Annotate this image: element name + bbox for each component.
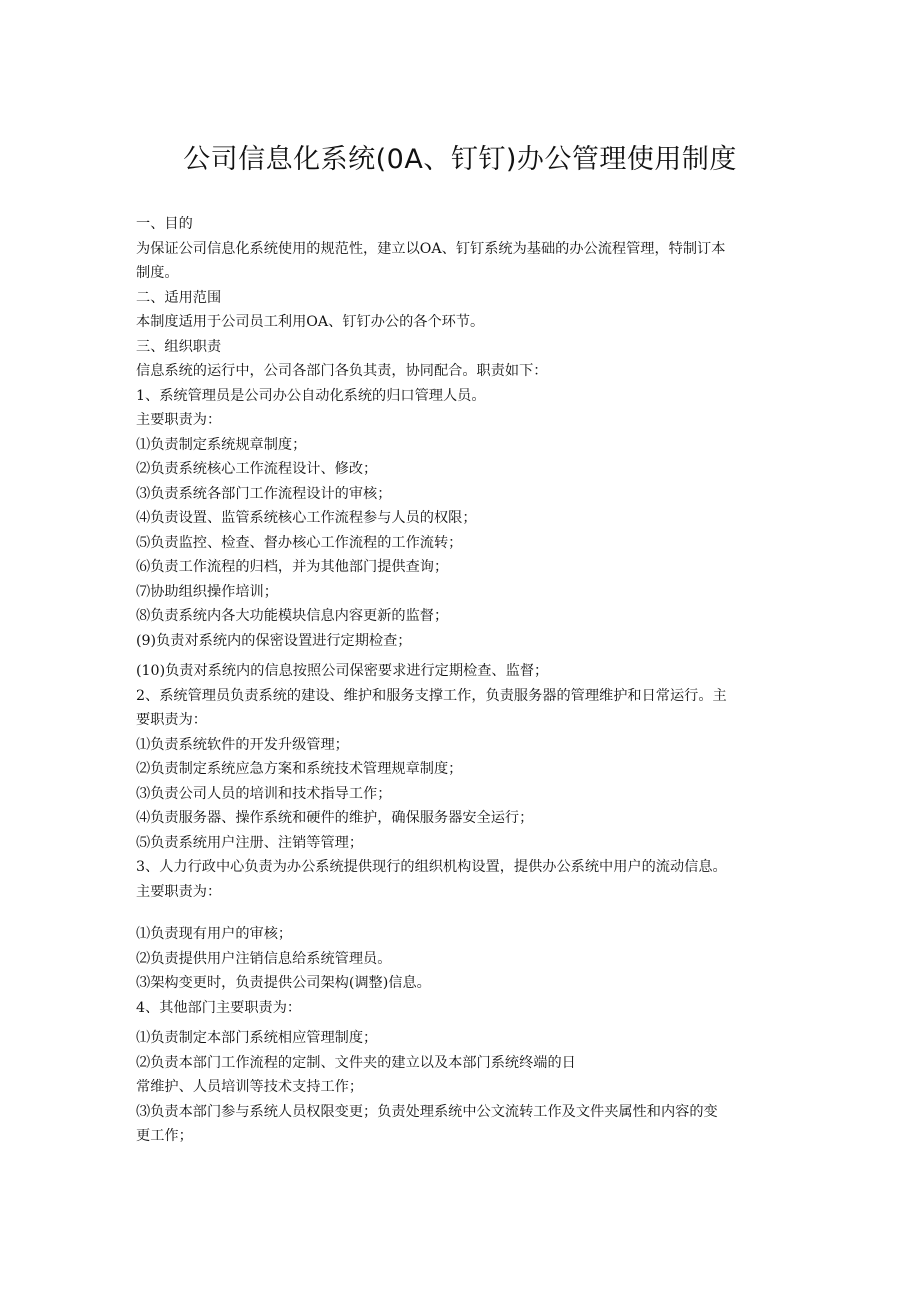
section-item: 2、系统管理员负责系统的建设、维护和服务支撑工作，负责服务器的管理维护和日常运行。主 (136, 687, 727, 704)
list-item: ⑷负责服务器、操作系统和硬件的维护，确保服务器安全运行； (136, 810, 534, 826)
paragraph-line: 要职责为： (136, 712, 207, 728)
paragraph-line: 主要职责为： (136, 412, 222, 428)
heading-scope: 二、适用范围 (136, 289, 222, 306)
list-item: ⑶负责本部门参与系统人员权限变更；负责处理系统中公文流转工作及文件夹属性和内容的变 (136, 1103, 718, 1120)
list-item: ⑺协助组织操作培训； (136, 583, 278, 600)
paragraph-line: 常维护、人员培训等技术支持工作； (136, 1079, 364, 1095)
list-item: ⑶负责公司人员的培训和技术指导工作； (136, 785, 392, 802)
list-item: ⑹负责工作流程的归档，并为其他部门提供查询； (136, 559, 449, 575)
paragraph-line: 主要职责为： (136, 883, 222, 900)
list-item: ⑵负责系统核心工作流程设计、修改； (136, 461, 378, 477)
paragraph-line: 本制度适用于公司员工利用OA、钉钉办公的各个环节。 (136, 314, 485, 330)
section-item: 1、系统管理员是公司办公自动化系统的归口管理人员。 (136, 387, 486, 404)
list-item: ⑵负责本部门工作流程的定制、文件夹的建立以及本部门系统终端的日 (136, 1054, 576, 1071)
section-item: 3、人力行政中心负责为办公系统提供现行的组织机构设置，提供办公系统中用户的流动信息。 (136, 859, 727, 875)
list-item: ⑵负责提供用户注销信息给系统管理员。 (136, 950, 392, 967)
paragraph-line: 为保证公司信息化系统使用的规范性，建立以OA、钉钉系统为基础的办公流程管理，特制订本 (136, 240, 726, 257)
list-item: ⑴负责制定系统规章制度； (136, 436, 307, 453)
list-item: ⑶负责系统各部门工作流程设计的审核； (136, 485, 392, 502)
list-item: ⑶架构变更时，负责提供公司架构(调整)信息。 (136, 975, 431, 991)
list-item: (10)负责对系统内的信息按照公司保密要求进行定期检查、监督； (136, 663, 549, 679)
paragraph-line: 信息系统的运行中，公司各部门各负其责，协同配合。职责如下： (136, 363, 548, 379)
list-item: ⑻负责系统内各大功能模块信息内容更新的监督； (136, 608, 449, 624)
list-item: ⑴负责现有用户的审核； (136, 926, 293, 942)
list-item: (9)负责对系统内的保密设置进行定期检查； (136, 632, 412, 649)
list-item: ⑷负责设置、监管系统核心工作流程参与人员的权限； (136, 510, 477, 526)
paragraph-line: 制度。 (136, 265, 179, 281)
section-item: 4、其他部门主要职责为： (136, 999, 302, 1016)
list-item: ⑴负责系统软件的开发升级管理； (136, 736, 349, 753)
list-item: ⑵负责制定系统应急方案和系统技术管理规章制度； (136, 761, 463, 777)
document-body (136, 212, 786, 1149)
paragraph-line: 更工作； (136, 1128, 193, 1144)
heading-responsibilities: 三、组织职责 (136, 338, 222, 355)
list-item: ⑴负责制定本部门系统相应管理制度； (136, 1030, 378, 1046)
list-item: ⑸负责监控、检查、督办核心工作流程的工作流转； (136, 534, 463, 551)
list-item: ⑸负责系统用户注册、注销等管理； (136, 834, 364, 851)
heading-purpose: 一、目的 (136, 216, 193, 232)
document-title: 公司信息化系统(0A、钉钉)办公管理使用制度 (183, 144, 737, 175)
